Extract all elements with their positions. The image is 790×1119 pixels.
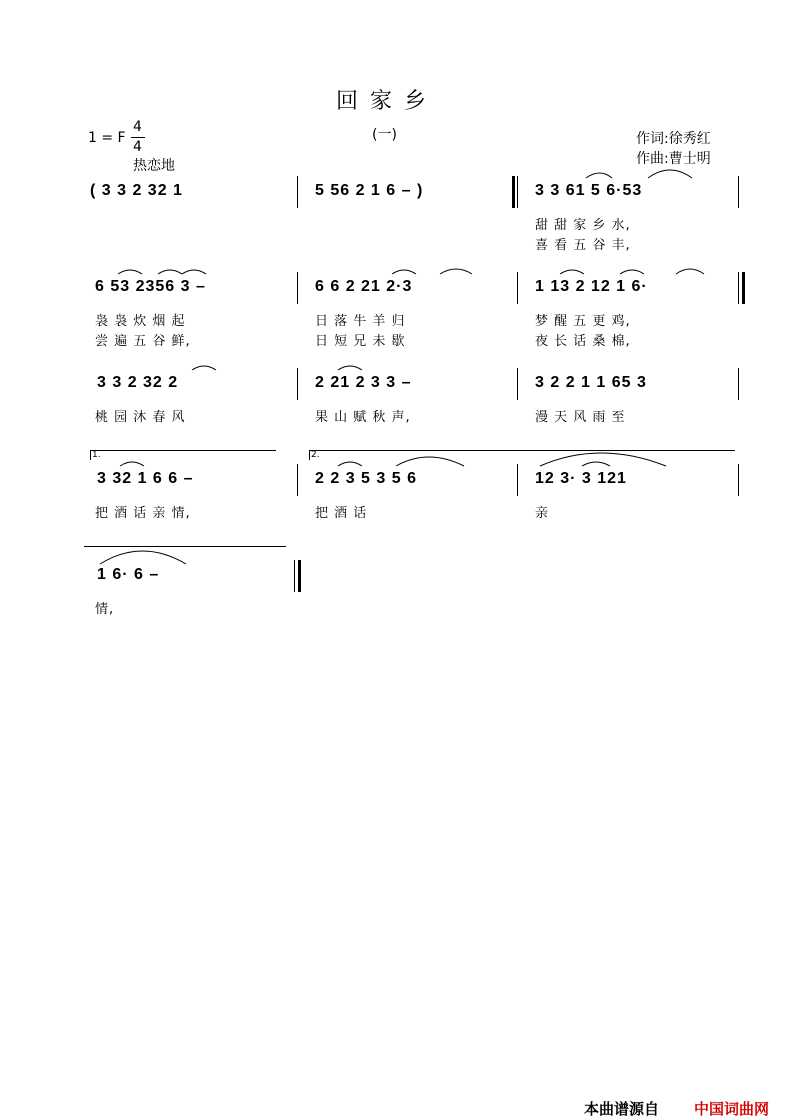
tempo-marking: 热恋地 [133, 158, 175, 174]
measure: 3 2 2 1 1 65 3 [535, 374, 647, 391]
time-signature-bottom: 4 [133, 139, 142, 155]
measure: ( 3 3 2 32 1 [90, 182, 183, 199]
lyric-line: 梦 醒 五 更 鸡, [535, 314, 631, 329]
lyric-line: 桃 园 沐 春 风 [95, 410, 186, 425]
slur [440, 269, 472, 274]
key-signature: 1 = F [88, 130, 126, 146]
composer: 作曲:曹士明 [636, 151, 711, 167]
slur [118, 270, 142, 274]
lyric-line: 甜 甜 家 乡 水, [535, 218, 631, 233]
measure: 6 6 2 21 2·3 [315, 278, 413, 295]
volta-1: 1. [92, 450, 101, 460]
slur [396, 457, 464, 466]
slur [582, 462, 610, 466]
measure: 12 3· 3 121 [535, 470, 627, 487]
slur [182, 270, 206, 274]
lyric-line: 日 落 牛 羊 归 [315, 314, 406, 329]
time-signature-top: 4 [133, 119, 142, 135]
slur [560, 270, 584, 274]
lyric-line: 把 酒 话 [315, 506, 368, 521]
lyric-line: 喜 看 五 谷 丰, [535, 238, 631, 253]
footer-source-label: 本曲谱源自 [584, 1100, 660, 1118]
measure: 2 2 3 5 3 5 6 [315, 470, 417, 487]
volta-2: 2. [311, 450, 320, 460]
measure: 5 56 2 1 6 – ) [315, 182, 424, 199]
slur [586, 173, 612, 178]
slur [338, 462, 362, 466]
slur [648, 170, 692, 178]
slur [620, 270, 644, 274]
lyric-line: 夜 长 话 桑 棉, [535, 334, 631, 349]
lyricist: 作词:徐秀红 [636, 131, 711, 147]
lyric-line: 日 短 兄 未 歇 [315, 334, 406, 349]
lyric-line: 漫 天 风 雨 至 [535, 410, 626, 425]
slur [100, 551, 186, 564]
lyric-line: 袅 袅 炊 烟 起 [95, 314, 186, 329]
lyric-line: 果 山 赋 秋 声, [315, 410, 411, 425]
measure: 2 21 2 3 3 – [315, 374, 412, 391]
slur [192, 366, 216, 370]
footer-site-link[interactable]: 中国词曲网 [694, 1100, 770, 1118]
subtitle: (一) [372, 127, 397, 143]
lyric-line: 把 酒 话 亲 情, [95, 506, 191, 521]
lyric-line: 尝 遍 五 谷 鲜, [95, 334, 191, 349]
measure: 3 3 2 32 2 [97, 374, 179, 391]
measure: 1 13 2 12 1 6· [535, 278, 648, 295]
lyric-line: 亲 [535, 506, 550, 521]
slur [676, 269, 704, 274]
measure: 3 32 1 6 6 – [97, 470, 194, 487]
slur [158, 270, 182, 274]
measure: 1 6· 6 – [97, 566, 160, 583]
song-title: 回家乡 [336, 89, 439, 114]
measure: 3 3 61 5 6·53 [535, 182, 643, 199]
lyric-line: 情, [95, 602, 115, 617]
slur [540, 453, 666, 466]
measure: 6 53 2356 3 – [95, 278, 206, 295]
slur [338, 366, 362, 370]
slur [120, 462, 144, 466]
slur [392, 270, 416, 274]
